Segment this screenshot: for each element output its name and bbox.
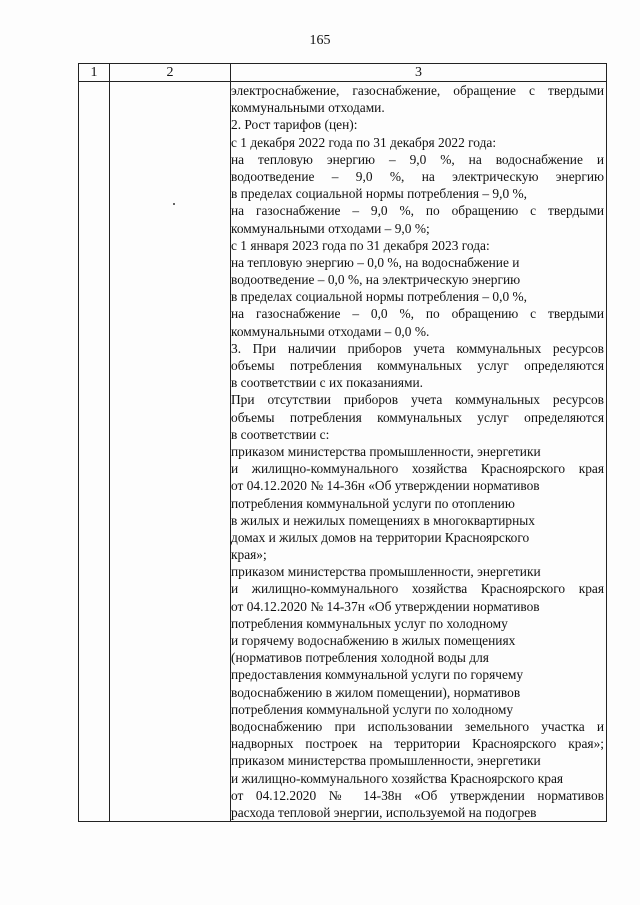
text-line: с 1 января 2023 года по 31 декабря 2023 года: [231,237,490,253]
text-line: (нормативов потребления холодной воды для [231,650,489,666]
page-number: 165 [309,33,331,48]
text-line: потребления коммунальных услуг по холодному [231,615,508,631]
text-line: в соответствии с их показаниями. [231,375,423,391]
text-line: на газоснабжение – 0,0 %, по обращению с твердыми [231,306,604,322]
text-line: в пределах социальной нормы потребления – 0,0 %, [231,289,528,305]
text-line: и горячему водоснабжению в жилых помещениях [231,633,516,648]
text-line: от 04.12.2020 № 14-36н «Об утверждении нормативов [231,478,540,494]
text-line: приказом министерства промышленности, энергетики [231,564,541,580]
text-line: электроснабжение, газоснабжение, обращение с твердыми [231,83,604,98]
text-line: на газоснабжение – 9,0 %, по обращению с твердыми [231,203,604,219]
column-header-3: 3 [231,64,607,82]
text-line: объемы потребления коммунальных услуг определяются [231,358,604,373]
text-line: от 04.12.2020 № 14-38н «Об утверждении нормативов [231,787,604,803]
table-header-row [79,64,607,82]
text-line: и жилищно-коммунального хозяйства Красноярского края [231,770,564,786]
text-line: от 04.12.2020 № 14-37н «Об утверждении нормативов [231,598,540,614]
cell-col3-text [231,82,607,822]
text-line: потребления коммунальной услуги по отоплению [231,495,515,511]
stray-mark [173,203,175,205]
text-line: водоотведение – 0,0 %, на электрическую энергию [231,272,521,288]
text-line: и жилищно-коммунального хозяйства Красноярского края [231,461,604,477]
cell-col2 [110,82,231,822]
text-line: водоснабжению в жилом помещении), нормативов [231,684,521,700]
text-line: приказом министерства промышленности, энергетики [231,753,541,769]
text-line: водоснабжению при использовании земельного участка и [231,718,604,734]
text-line: в жилых и нежилых помещениях в многоквартирных [231,512,535,528]
text-line: с 1 декабря 2022 года по 31 декабря 2022 года: [231,134,497,150]
text-line: 2. Рост тарифов (цен): [231,117,358,133]
text-line: коммунальными отходами. [231,100,385,116]
text-line: объемы потребления коммунальных услуг определяются [231,409,604,425]
text-line: на тепловую энергию – 9,0 %, на водоснабжение и [231,151,604,167]
table-row [79,82,607,822]
text-line: в пределах социальной нормы потребления – 9,0 %, [231,186,528,202]
text-line: и жилищно-коммунального хозяйства Красноярского края [231,581,604,597]
text-line: коммунальными отходами – 9,0 %; [231,220,430,236]
text-line: на тепловую энергию – 0,0 %, на водоснабжение и [231,254,520,270]
text-line: коммунальными отходами – 0,0 %. [231,323,430,339]
text-line: расхода тепловой энергии, используемой на подогрев [231,804,537,820]
text-line: водоотведение – 9,0 %, на электрическую энергию [231,168,604,184]
text-line: 3. При наличии приборов учета коммунальных ресурсов [231,340,604,356]
text-line: в соответствии с: [231,426,330,442]
text-line: надворных построек на территории Красноярского края»; [231,736,604,752]
text-line: потребления коммунальной услуги по холодному [231,701,514,717]
cell-col1 [79,82,110,822]
text-line: домах и жилых домов на территории Красноярского [231,529,530,545]
column-header-2: 2 [110,64,231,82]
text-line: приказом министерства промышленности, энергетики [231,443,541,459]
column-header-1: 1 [79,64,110,82]
text-line: края»; [231,547,267,563]
text-line: При отсутствии приборов учета коммунальных ресурсов [231,392,604,408]
text-line: предоставления коммунальной услуги по горячему [231,667,524,683]
tariff-table [78,63,607,822]
